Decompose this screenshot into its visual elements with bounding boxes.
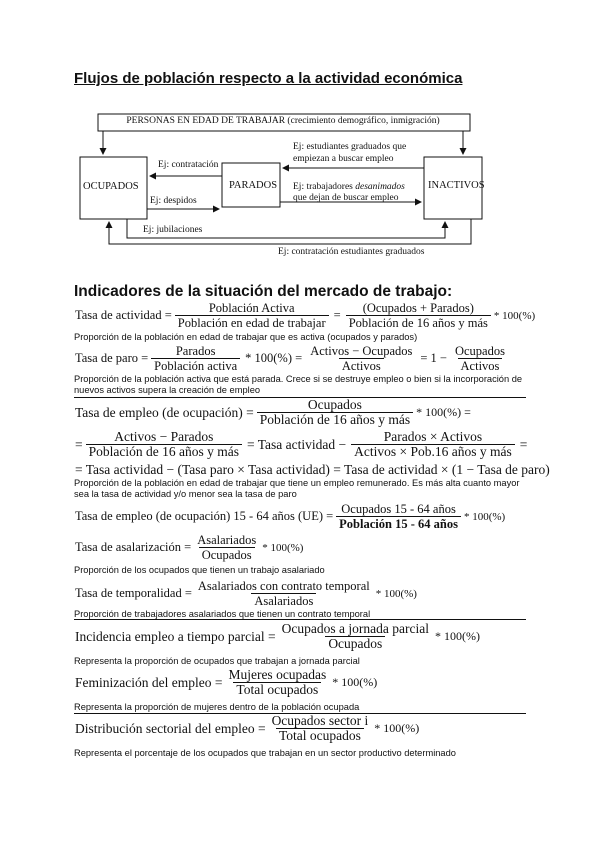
top-box-label: PERSONAS EN EDAD DE TRABAJAR (crecimiento demográfico, inmigración) — [126, 116, 440, 126]
page-title: Flujos de población respecto a la actividad económica — [74, 70, 463, 87]
desanimados-label-2: que dejan de buscar empleo — [293, 193, 399, 203]
divider — [74, 619, 526, 620]
contratacion-estudiantes-label: Ej: contratación estudiantes graduados — [278, 247, 425, 257]
ocupados-label: OCUPADOS — [83, 181, 139, 192]
jubilaciones-label: Ej: jubilaciones — [143, 225, 203, 235]
formula-paro: Tasa de paro = $\frac{\text{Parados}}{\text{Población activa}}$ * 100(%) = $\frac{\text{Activos − Ocupados}}{\text{Activos}}$ = 1 − $\frac{\text{Ocupados}}{\text{Activos}}$ — [75, 344, 505, 373]
parados-label: PARADOS — [229, 180, 278, 191]
note-temporalidad: Proporción de trabajadores asalariados que tienen un contrato temporal — [74, 609, 371, 619]
note-paro: Proporción de la población activa que está parada. Crece si se destruye empleo o bien si la incorporación de nuevos activos supera la creación de empleo — [74, 374, 523, 395]
formula-sectorial: Distribución sectorial del empleo = $\frac{\text{Ocupados sector i}}{\text{Total ocupados}}$ * 100(%) — [75, 713, 420, 743]
inactivos-label: INACTIVOS — [428, 180, 485, 191]
formula-temporalidad: Tasa de temporalidad = $\frac{\text{Asalariados con contrato temporal}}{\text{Asalariados}}$ * 100(%) — [75, 579, 417, 608]
formula-empleo: Tasa de empleo (de ocupación) = $\frac{\text{Ocupados}}{\text{Población de 16 años y más}}$ * 100(%) = — [75, 397, 471, 427]
note-sectorial: Representa el porcentaje de los ocupados que trabajan en un sector productivo determinado — [74, 748, 456, 758]
desanimados-label-1: Ej: trabajadores desanimados — [293, 182, 405, 192]
estudiantes-label-2: empiezan a buscar empleo — [293, 154, 394, 164]
note-parcial: Representa la proporción de ocupados que trabajan a jornada parcial — [74, 656, 360, 666]
formula-empleo-3: = Tasa actividad − (Tasa paro × Tasa actividad) = Tasa de actividad × (1 − Tasa de paro) — [75, 462, 550, 477]
contratacion-label: Ej: contratación — [158, 160, 219, 170]
note-asalarizacion: Proporción de los ocupados que tienen un trabajo asalariado — [74, 565, 325, 575]
despidos-label: Ej: despidos — [150, 196, 197, 206]
estudiantes-label-1: Ej: estudiantes graduados que — [293, 142, 407, 152]
formula-asalarizacion: Tasa de asalarización = $\frac{\text{Asalariados}}{\text{Ocupados}}$ * 100(%) — [75, 533, 304, 562]
note-feminizacion: Representa la proporción de mujeres dentro de la población ocupada — [74, 702, 360, 712]
flow-diagram — [0, 0, 600, 280]
section-title: Indicadores de la situación del mercado de trabajo: — [74, 283, 453, 300]
formula-empleo-ue: Tasa de empleo (de ocupación) 15 - 64 años (UE) = $\frac{\text{Ocupados 15 - 64 años}}{\text{Población 15 - 64 años}}$ * 100(%) — [75, 502, 506, 531]
note-empleo: Proporción de la población en edad de trabajar que tiene un empleo remunerado. Es más alta cuanto mayor sea la tasa de actividad y/o menor sea la tasa de paro — [74, 478, 520, 499]
formula-empleo-2: = $\frac{\text{Activos − Parados}}{\text{Población de 16 años y más}}$ = Tasa actividad − $\frac{\text{Parados × Activos}}{\text{Activos × Pob.16 años y más}}$ = — [75, 429, 528, 459]
formula-actividad: Tasa de actividad = $\frac{\text{Población Activa}}{\text{Población en edad de trabajar}}$ = $\frac{\text{(Ocupados + Parados)}}{\text{Población de 16 años y más}}$ * 100(%) — [75, 301, 536, 330]
note-actividad: Proporción de la población en edad de trabajar que es activa (ocupados y parados) — [74, 332, 418, 342]
formula-parcial: Incidencia empleo a tiempo parcial = $\frac{\text{Ocupados a jornada parcial}}{\text{Ocupados}}$ * 100(%) — [75, 621, 480, 651]
formula-feminizacion: Feminización del empleo = $\frac{\text{Mujeres ocupadas}}{\text{Total ocupados}}$ * 100(%) — [75, 667, 378, 697]
